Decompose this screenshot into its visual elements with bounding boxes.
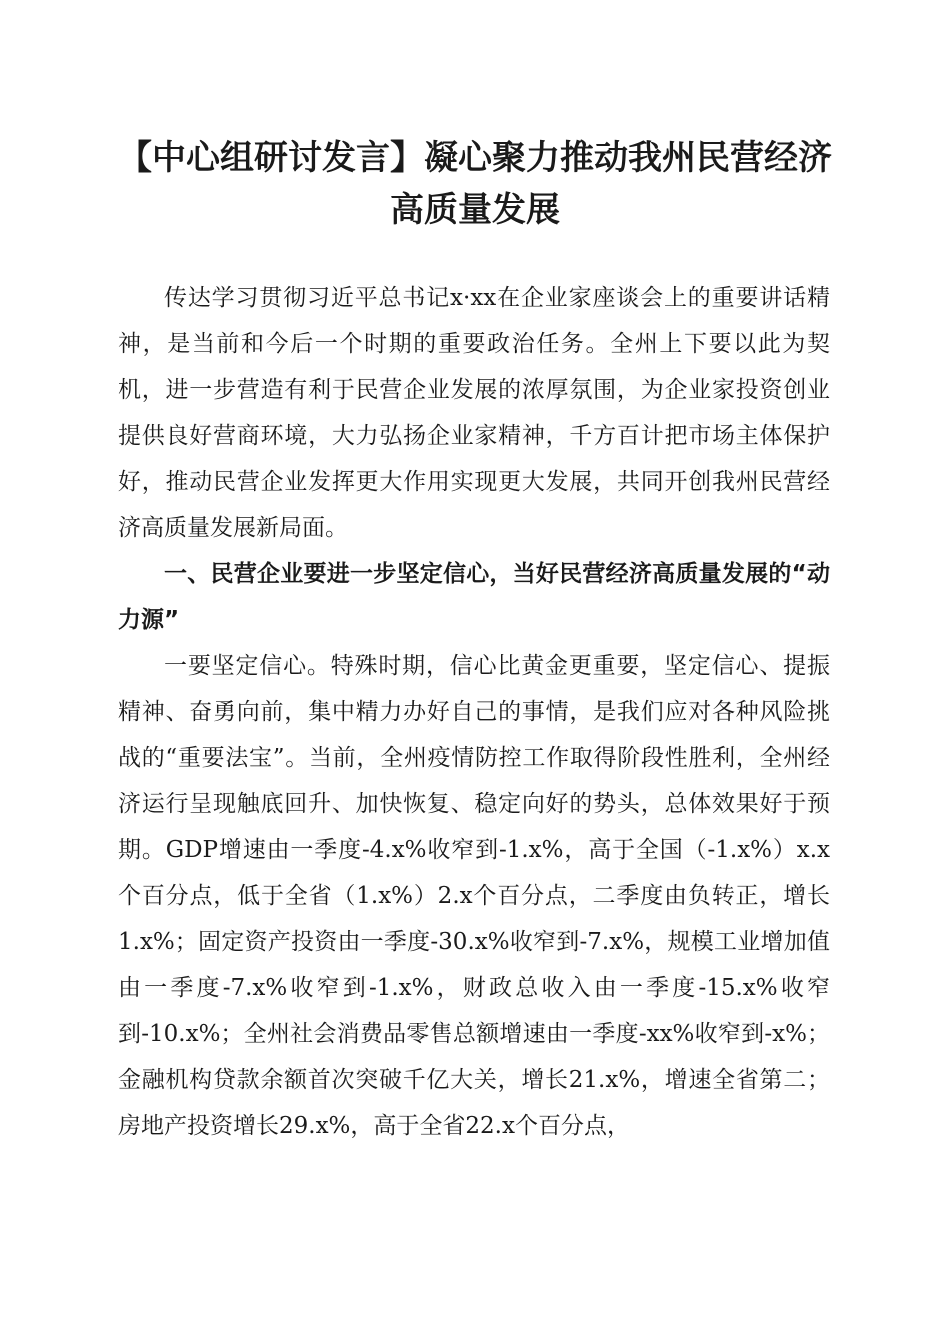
document-title: 【中心组研讨发言】凝心聚力推动我州民营经济高质量发展 [118,138,832,230]
intro-paragraph: 传达学习贯彻习近平总书记x·xx在企业家座谈会上的重要讲话精神，是当前和今后一个时期的重要政治任务。全州上下要以此为契机，进一步营造有利于民营企业发展的浓厚氛围，为企业家投资创业提供良好营商环境，大力弘扬企业家精神，千方百计把市场主体保护好，推动民营企业发挥更大作用实现更大发展，共同开创我州民营经济高质量发展新局面。 [118,285,830,541]
section-heading: 一、民营企业要进一步坚定信心，当好民营经济高质量发展的“动力源” [118,561,830,633]
section-paragraph: 一要坚定信心。特殊时期，信心比黄金更重要，坚定信心、提振精神、奋勇向前，集中精力办好自己的事情，是我们应对各种风险挑战的“重要法宝”。当前，全州疫情防控工作取得阶段性胜利，全州经济运行呈现触底回升、加快恢复、稳定向好的势头，总体效果好于预期。GDP增速由一季度-4.x%收窄到-1.x%，高于全国（-1.x%）x.x个百分点，低于全省（1.x%）2.x个百分点，二季度由负转正，增长1.x%；固定资产投资由一季度-30.x%收窄到-7.x%，规模工业增加值由一季度-7.x%收窄到-1.x%，财政总收入由一季度-15.x%收窄到-10.x%；全州社会消费品零售总额增速由一季度-xx%收窄到-x%；金融机构贷款余额首次突破千亿大关，增长21.x%，增速全省第二；房地产投资增长29.x%，高于全省22.x个百分点， [118,653,830,1139]
document-body [118,275,830,1149]
